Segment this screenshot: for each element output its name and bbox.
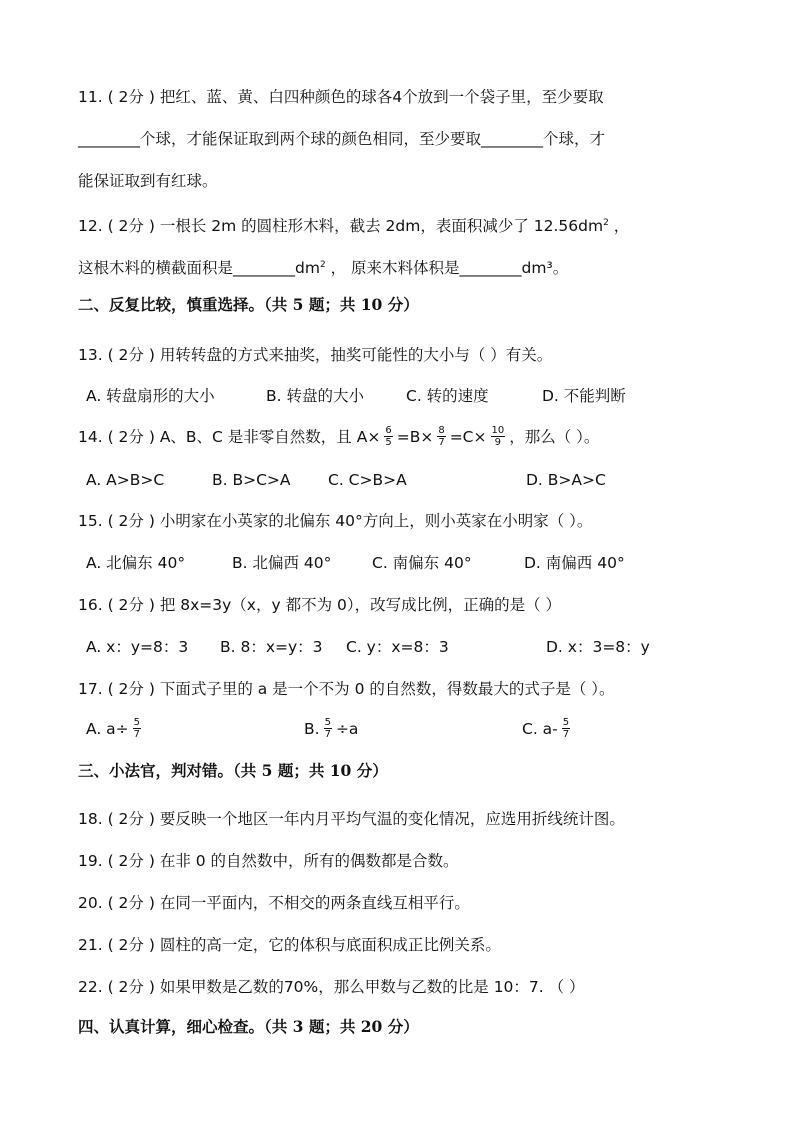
- question-19: 19. ( 2分 ) 在非 0 的自然数中，所有的偶数都是合数。: [78, 852, 459, 870]
- q17-option-a-label: A. a÷: [86, 720, 129, 738]
- q14-stem-d: ，那么（ ）。: [509, 428, 600, 446]
- q14-option-c[interactable]: C. C>B>A: [328, 471, 407, 489]
- question-18: 18. ( 2分 ) 要反映一个地区一年内月平均气温的变化情况，应选用折线统计图。: [78, 810, 625, 828]
- q16-option-c[interactable]: C. y：x=8：3: [346, 638, 449, 656]
- question-17-stem: 17. ( 2分 ) 下面式子里的 a 是一个不为 0 的自然数，得数最大的式子是（ ）。: [78, 680, 615, 698]
- q12-text-end: ，: [608, 217, 630, 236]
- question-22: 22. ( 2分 ) 如果甲数是乙数的70%，那么甲数与乙数的比是 10：7. （ ）: [78, 978, 585, 996]
- q17-fraction-c: [562, 717, 570, 740]
- q15-option-d[interactable]: D. 南偏西 40°: [524, 554, 625, 572]
- section-2-heading: 二、反复比较，慎重选择。（共 5 题；共 10 分）: [78, 295, 419, 314]
- fraction-denominator: 7: [562, 729, 570, 740]
- fraction-numerator: 8: [438, 425, 445, 436]
- question-12-line2: [78, 254, 568, 279]
- q16-option-d[interactable]: D. x：3=8：y: [546, 638, 650, 656]
- q15-option-a[interactable]: A. 北偏东 40°: [86, 554, 186, 572]
- q13-option-d[interactable]: D. 不能判断: [542, 387, 626, 405]
- fraction-denominator: 5: [385, 437, 392, 448]
- question-12-line1: [78, 212, 629, 237]
- fraction-numerator: 10: [491, 425, 505, 436]
- q17-fraction-a: [133, 717, 141, 740]
- q16-option-b[interactable]: B. 8：x=y：3: [220, 638, 323, 656]
- q17-fraction-b: [324, 717, 332, 740]
- q14-option-a[interactable]: A. A>B>C: [86, 471, 165, 489]
- question-15-stem: 15. ( 2分 ) 小明家在小英家的北偏东 40°方向上，则小英家在小明家（ ）。: [78, 512, 593, 530]
- q17-option-b[interactable]: [304, 718, 358, 741]
- q14-option-b[interactable]: B. B>C>A: [212, 471, 291, 489]
- q17-option-b-tail: ÷a: [335, 720, 359, 738]
- fraction-denominator: 9: [494, 437, 502, 448]
- q17-option-b-label: B.: [304, 720, 320, 738]
- q14-stem-c: =C×: [449, 428, 487, 446]
- fraction-numerator: 5: [324, 717, 331, 728]
- q12-sup: 2: [603, 218, 609, 228]
- q13-option-c[interactable]: C. 转的速度: [406, 387, 489, 405]
- q12-line2-a: 这根木料的横截面积是________dm: [78, 259, 320, 278]
- fraction-numerator: 6: [385, 425, 392, 436]
- q15-option-b[interactable]: B. 北偏西 40°: [232, 554, 332, 572]
- q17-option-c-label: C. a-: [522, 720, 558, 738]
- section-4-heading: 四、认真计算，细心检查。（共 3 题；共 20 分）: [78, 1017, 419, 1036]
- q14-fraction-3: [491, 425, 506, 448]
- question-14-stem: [78, 426, 599, 449]
- q14-stem-b: =B×: [396, 428, 434, 446]
- q14-option-d[interactable]: D. B>A>C: [526, 471, 606, 489]
- q12-text: 12. ( 2分 ) 一根长 2m 的圆柱形木料，截去 2dm，表面积减少了 12.56dm: [78, 217, 604, 236]
- question-20: 20. ( 2分 ) 在同一平面内，不相交的两条直线互相平行。: [78, 894, 470, 912]
- question-21: 21. ( 2分 ) 圆柱的高一定，它的体积与底面积成正比例关系。: [78, 936, 501, 954]
- q12-line2-b: ， 原来木料体积是________dm³。: [325, 259, 569, 278]
- question-11-line2: ________个球，才能保证取到两个球的颜色相同，至少要取________个球，才: [78, 130, 606, 148]
- question-13-stem: 13. ( 2分 ) 用转转盘的方式来抽奖，抽奖可能性的大小与（ ）有关。: [78, 346, 553, 364]
- question-11-line1: 11. ( 2分 ) 把红、蓝、黄、白四种颜色的球各4个放到一个袋子里，至少要取: [78, 88, 604, 106]
- fraction-numerator: 5: [562, 717, 570, 728]
- q14-fraction-1: [384, 425, 392, 448]
- fraction-denominator: 7: [133, 729, 141, 740]
- q16-option-a[interactable]: A. x：y=8：3: [86, 638, 189, 656]
- question-11-line3: 能保证取到有红球。: [78, 172, 218, 190]
- q14-stem-a: 14. ( 2分 ) A、B、C 是非零自然数，且 A×: [78, 428, 381, 446]
- q12-line2-sup: 2: [319, 260, 326, 270]
- fraction-numerator: 5: [133, 717, 141, 728]
- q17-option-c[interactable]: [522, 718, 574, 741]
- q13-option-b[interactable]: B. 转盘的大小: [266, 387, 364, 405]
- q14-fraction-2: [437, 425, 445, 448]
- q17-option-a[interactable]: [86, 718, 145, 741]
- question-16-stem: 16. ( 2分 ) 把 8x=3y（x，y 都不为 0），改写成比例，正确的是（ ）: [78, 596, 562, 614]
- section-3-heading: 三、小法官，判对错。（共 5 题；共 10 分）: [78, 761, 388, 780]
- fraction-denominator: 7: [438, 437, 445, 448]
- q15-option-c[interactable]: C. 南偏东 40°: [372, 554, 472, 572]
- fraction-denominator: 7: [324, 729, 331, 740]
- q13-option-a[interactable]: A. 转盘扇形的大小: [86, 387, 215, 405]
